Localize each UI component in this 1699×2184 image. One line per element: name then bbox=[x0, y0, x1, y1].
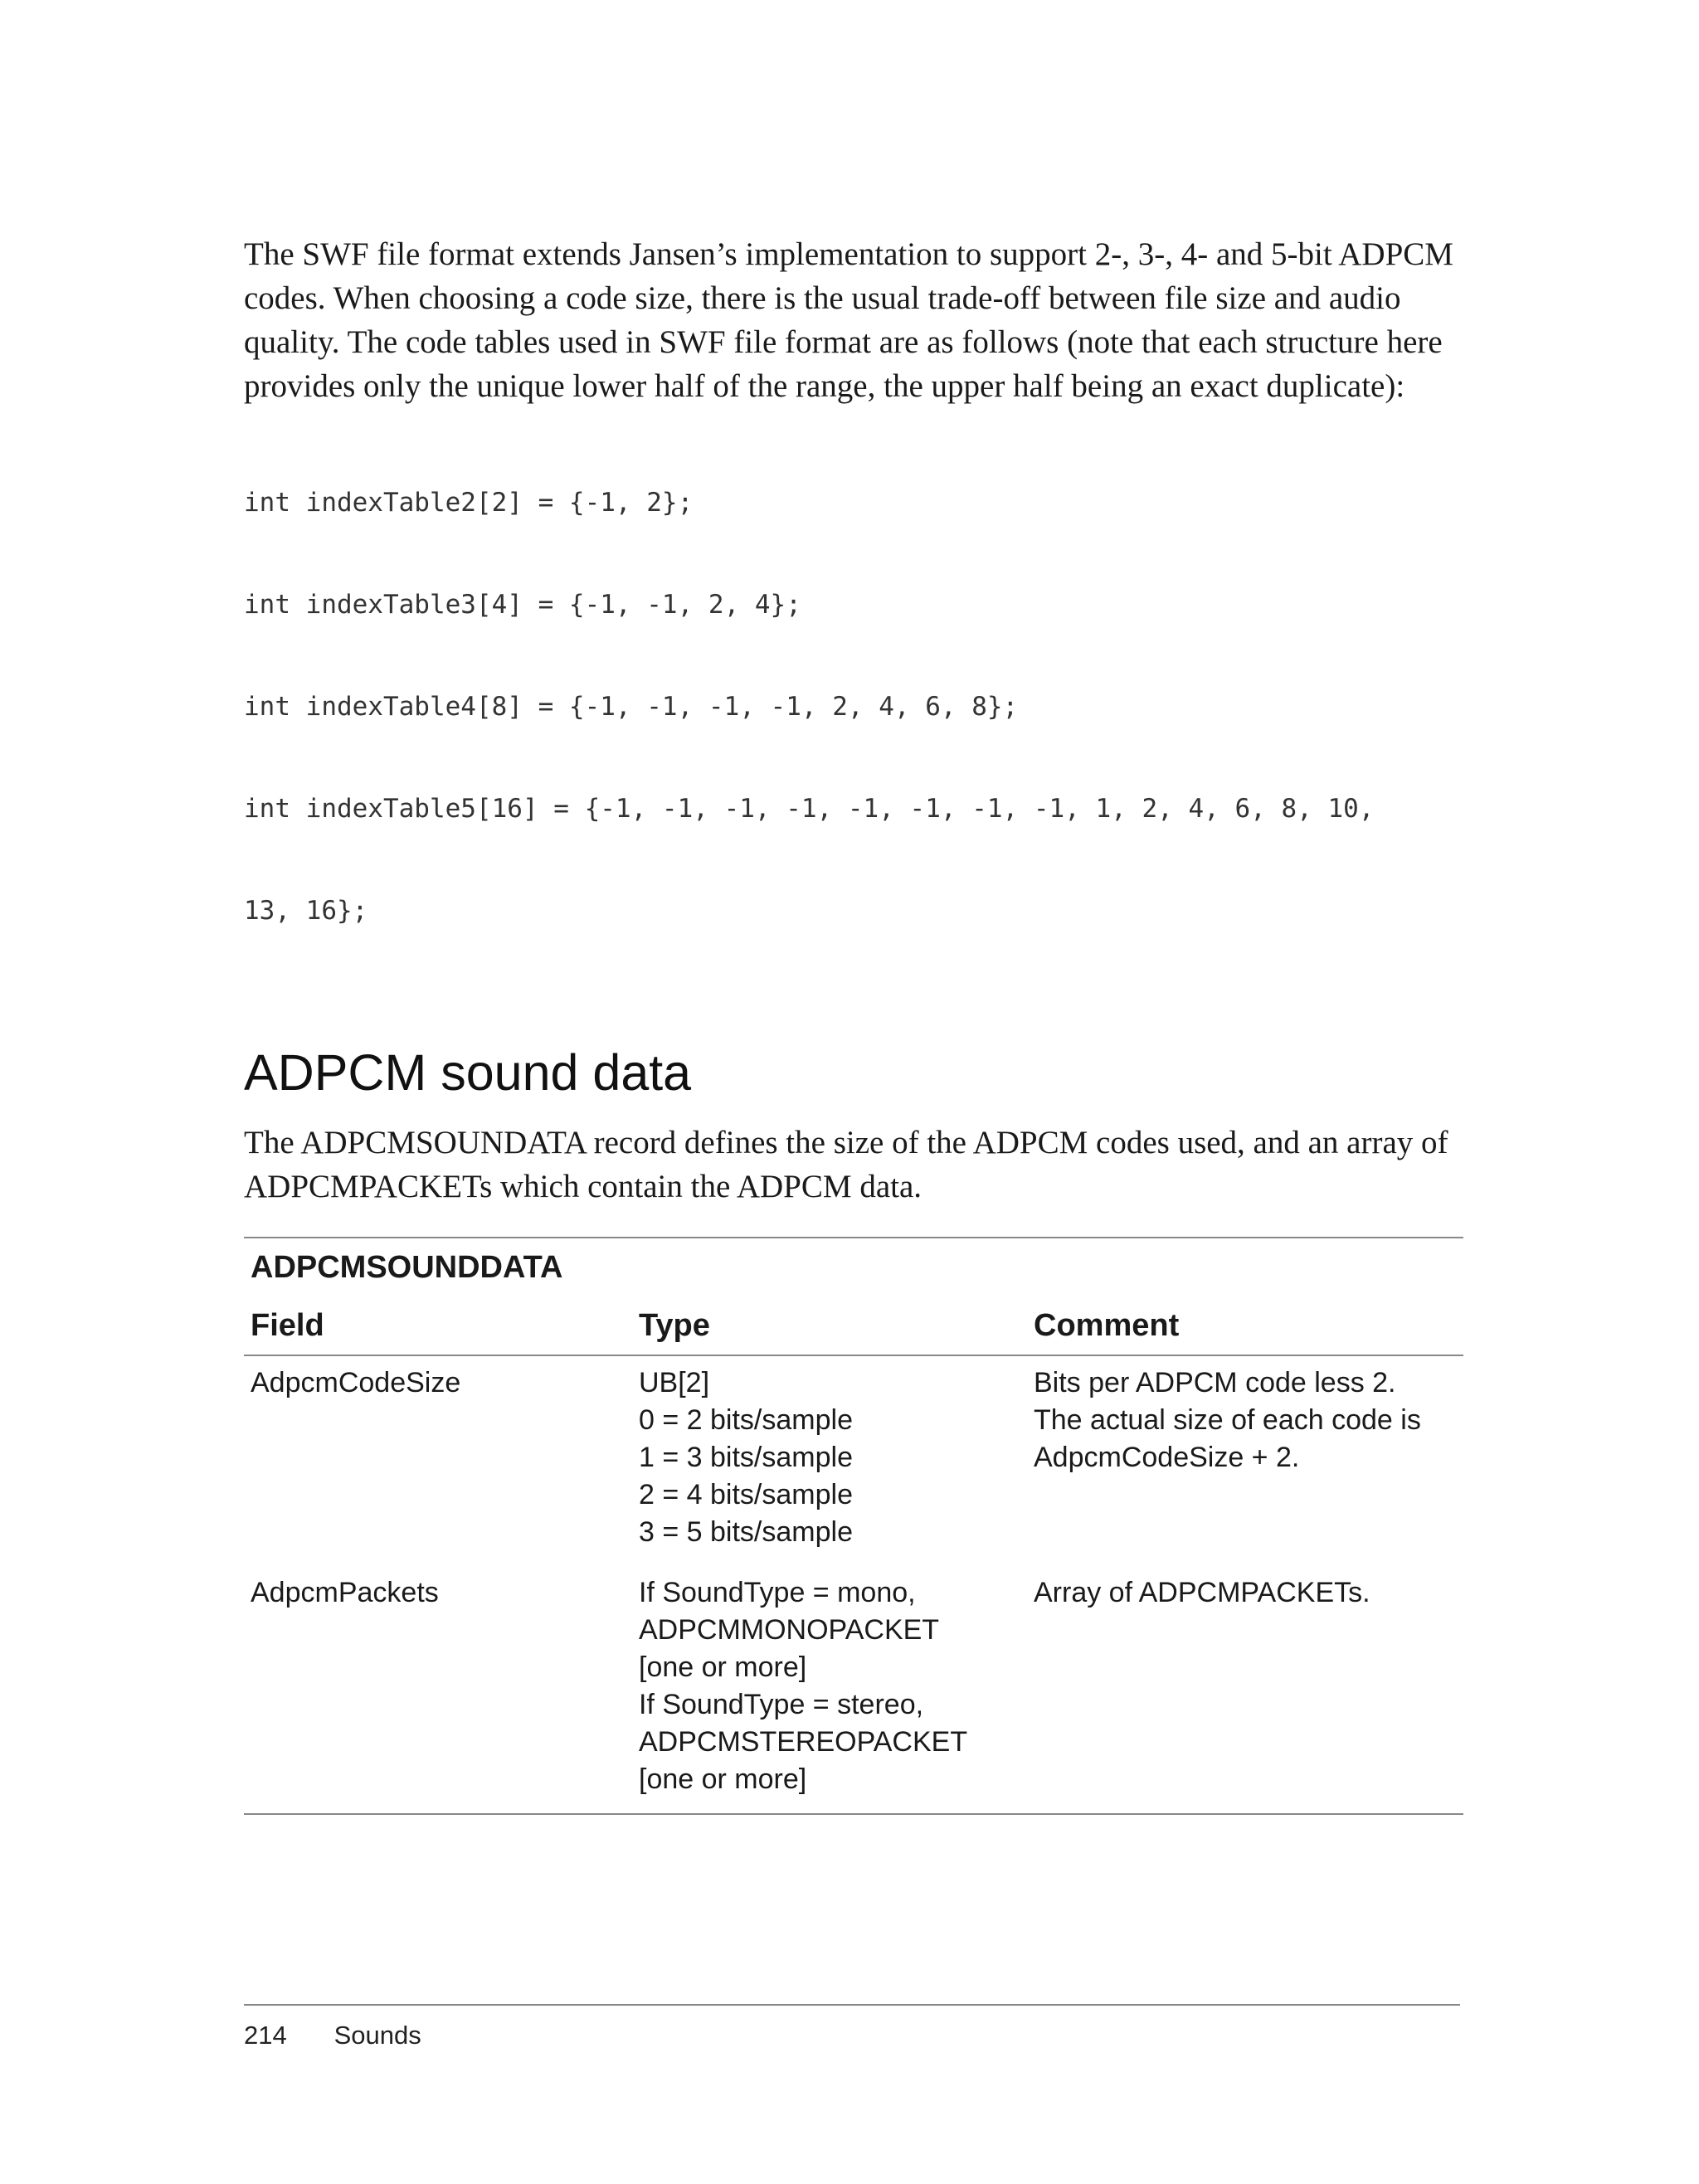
record-table bbox=[244, 1237, 1463, 1815]
code-line: 13, 16}; bbox=[244, 896, 368, 926]
table-header-row bbox=[244, 1288, 1463, 1356]
table-row bbox=[244, 1356, 1463, 1566]
cell-type bbox=[639, 1364, 1034, 1551]
section-heading: ADPCM sound data bbox=[244, 1044, 692, 1101]
header-comment: Comment bbox=[1034, 1308, 1180, 1343]
cell-type bbox=[639, 1574, 1034, 1798]
page-number: 214 bbox=[244, 2021, 287, 2050]
cell-comment bbox=[1034, 1574, 1463, 1798]
type-line: 0 = 2 bits/sample bbox=[639, 1404, 853, 1436]
header-type: Type bbox=[639, 1308, 710, 1343]
type-line: If SoundType = stereo, bbox=[639, 1689, 924, 1720]
page-content bbox=[244, 232, 1463, 1815]
record-name: ADPCMSOUNDDATA bbox=[251, 1250, 563, 1285]
code-line: int indexTable4[8] = {-1, -1, -1, -1, 2, 4, 6, 8}; bbox=[244, 692, 1019, 722]
cell-field: AdpcmPackets bbox=[251, 1577, 439, 1608]
cell-comment bbox=[1034, 1364, 1463, 1551]
type-line: UB[2] bbox=[639, 1367, 710, 1398]
type-line: 1 = 3 bits/sample bbox=[639, 1442, 853, 1473]
comment-line: The actual size of each code is bbox=[1034, 1404, 1421, 1436]
table-row bbox=[244, 1566, 1463, 1813]
intro-paragraph: The SWF file format extends Jansen’s implementation to support 2-, 3-, 4- and 5-bit ADPCM codes. When choosing a code size, there is the usual trade-off between file size and audio quality. The code tables used in SWF file format are as follows (note that each structure here provides only the unique lower half of the range, the upper half being an exact duplicate): bbox=[244, 236, 1453, 404]
type-line: [one or more] bbox=[639, 1763, 807, 1795]
type-line: 3 = 5 bits/sample bbox=[639, 1516, 853, 1548]
comment-line: Array of ADPCMPACKETs. bbox=[1034, 1577, 1370, 1608]
code-line: int indexTable3[4] = {-1, -1, 2, 4}; bbox=[244, 590, 801, 620]
page-footer bbox=[244, 2004, 1460, 2050]
code-line: int indexTable2[2] = {-1, 2}; bbox=[244, 488, 694, 518]
type-line: [one or more] bbox=[639, 1651, 807, 1683]
code-block bbox=[244, 418, 1463, 996]
section-body: The ADPCMSOUNDATA record defines the size of the ADPCM codes used, and an array of ADPCMPACKETs which contain the ADPCM data. bbox=[244, 1125, 1448, 1204]
chapter-title: Sounds bbox=[333, 2021, 421, 2050]
code-line: int indexTable5[16] = {-1, -1, -1, -1, -1, -1, -1, -1, 1, 2, 4, 6, 8, 10, bbox=[244, 794, 1375, 824]
comment-line: Bits per ADPCM code less 2. bbox=[1034, 1367, 1396, 1398]
type-line: 2 = 4 bits/sample bbox=[639, 1479, 853, 1510]
comment-line: AdpcmCodeSize + 2. bbox=[1034, 1442, 1300, 1473]
type-line: If SoundType = mono, bbox=[639, 1577, 916, 1608]
type-line: ADPCMSTEREOPACKET bbox=[639, 1726, 968, 1758]
cell-field: AdpcmCodeSize bbox=[251, 1367, 461, 1398]
header-field: Field bbox=[251, 1308, 324, 1343]
type-line: ADPCMMONOPACKET bbox=[639, 1614, 940, 1646]
